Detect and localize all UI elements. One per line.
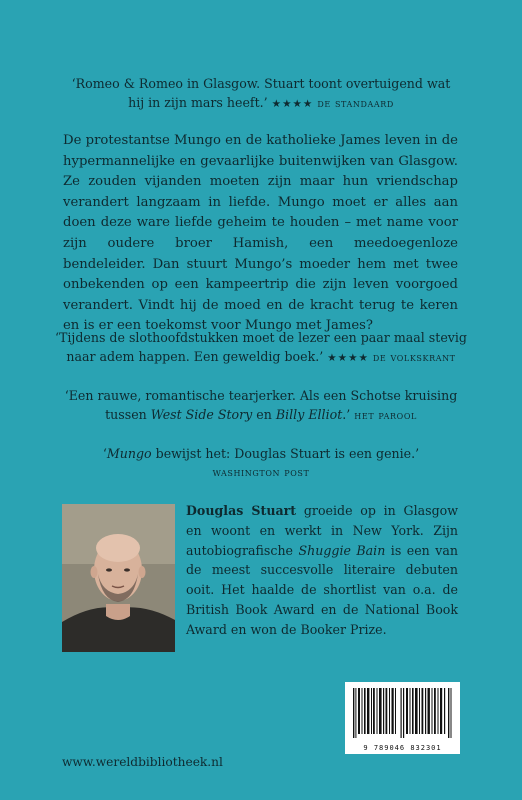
author-name: Douglas Stuart — [186, 503, 297, 518]
quote-line: ‘Tijdens de slothoofdstukken moet de lezer een paar maal stevig — [55, 330, 467, 345]
synopsis: De protestantse Mungo en de katholieke James leven in de hypermannelijke en gevaarlijke buitenwijken van Glasgow. Ze zouden vijanden moeten zijn maar hun vriendschap verandert langzaam in liefde. Mungo moet er alles aan doen deze ware liefde geheim te houden – met name voor zijn oudere broer Hamish, een meedoegenloze bendeleider. Dan stuurt Mungo’s moeder hem met twee onbekenden op een kampeertrip die zijn leven voorgoed verandert. Vindt hij de moed en de kracht terug te keren en is er een toekomst voor Mungo met James? — [63, 133, 458, 334]
bio-text: groeide op in Glasgow en woont en werkt in New York. Zijn autobiografische — [186, 503, 458, 558]
quote-de-volkskrant — [0, 328, 522, 368]
quote-text: .’ — [342, 407, 351, 422]
quote-line: naar adem happen. Een geweldig boek.’ — [66, 349, 324, 364]
bio-text: is een van de meest succesvolle literaire debuten ooit. Het haalde de shortlist van o.a. de British Book Award en de National Book Award en won de Booker Prize. — [186, 542, 458, 637]
author-portrait-illustration — [62, 504, 175, 652]
quote-het-parool — [0, 386, 522, 425]
quote-source: het parool — [354, 409, 417, 422]
author-photo — [62, 504, 175, 652]
book-title: Mungo — [106, 446, 152, 461]
rating-stars: ★★★★ — [271, 98, 314, 110]
quote-source: de standaard — [317, 97, 394, 110]
quote-washington-post — [0, 444, 522, 482]
quote-line: hij in zijn mars heeft.’ — [128, 95, 268, 110]
isbn-number: 9 789046 832301 — [363, 744, 442, 752]
book-title: Shuggie Bain — [298, 542, 386, 558]
quote-de-standaard — [0, 74, 522, 114]
film-title: Billy Elliot — [275, 407, 343, 422]
author-bio — [186, 501, 458, 640]
quote-text: en — [256, 407, 272, 422]
quote-source: washington post — [212, 466, 310, 479]
quote-line: ‘Een rauwe, romantische tearjerker. Als een Schotse kruising — [64, 388, 458, 403]
quote-line: ‘Romeo & Romeo in Glasgow. Stuart toont overtuigend wat — [71, 76, 451, 91]
quote-source: de volkskrant — [372, 351, 456, 364]
film-title: West Side Story — [150, 407, 253, 422]
barcode — [345, 682, 460, 754]
rating-stars: ★★★★ — [327, 352, 369, 364]
quote-text: bewijst het: Douglas Stuart is een genie.’ — [151, 446, 420, 461]
quote-text: tussen — [105, 407, 147, 422]
barcode-bars — [345, 682, 460, 742]
quote-text: ‘ — [102, 446, 107, 461]
publisher-website: www.wereldbibliotheek.nl — [62, 755, 223, 769]
